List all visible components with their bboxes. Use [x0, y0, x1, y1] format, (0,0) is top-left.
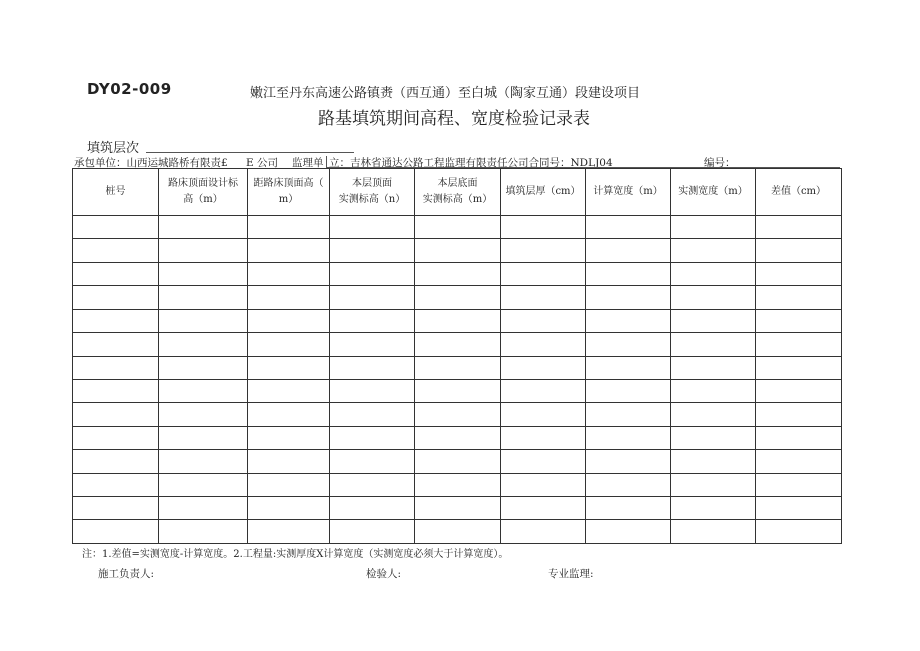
- table-cell[interactable]: [756, 262, 842, 285]
- table-row: [73, 473, 842, 496]
- table-cell[interactable]: [73, 309, 159, 332]
- column-header-line: 距路床顶面高（: [253, 178, 324, 189]
- column-header-line: 实测标高（m）: [422, 194, 493, 205]
- table-cell[interactable]: [586, 520, 671, 544]
- table-cell[interactable]: [159, 450, 248, 473]
- table-cell[interactable]: [330, 403, 415, 426]
- column-header-line: 桩号: [105, 186, 126, 197]
- supervisor-label: 监理单: [292, 157, 324, 169]
- fill-layer-input-line[interactable]: [146, 152, 354, 153]
- table-cell[interactable]: [415, 286, 501, 309]
- table-cell[interactable]: [415, 239, 501, 262]
- table-cell[interactable]: [501, 426, 586, 449]
- table-cell[interactable]: [501, 403, 586, 426]
- table-cell[interactable]: [415, 426, 501, 449]
- column-header-line: 本层底面: [437, 178, 478, 189]
- table-cell[interactable]: [159, 262, 248, 285]
- table-cell[interactable]: [671, 379, 756, 402]
- form-title: 路基填筑期间高程、宽度检验记录表: [318, 109, 590, 129]
- table-row: [73, 403, 842, 426]
- table-cell[interactable]: [159, 497, 248, 520]
- table-cell[interactable]: [671, 286, 756, 309]
- table-cell[interactable]: [159, 216, 248, 239]
- table-cell[interactable]: [586, 473, 671, 496]
- table-cell[interactable]: [73, 450, 159, 473]
- table-cell[interactable]: [586, 356, 671, 379]
- table-cell[interactable]: [756, 239, 842, 262]
- table-row: [73, 262, 842, 285]
- table-cell[interactable]: [671, 426, 756, 449]
- table-cell[interactable]: [248, 497, 330, 520]
- table-cell[interactable]: [501, 473, 586, 496]
- table-cell[interactable]: [415, 356, 501, 379]
- table-cell[interactable]: [73, 426, 159, 449]
- table-cell[interactable]: [586, 239, 671, 262]
- table-cell[interactable]: [586, 450, 671, 473]
- table-cell[interactable]: [330, 450, 415, 473]
- table-cell[interactable]: [159, 379, 248, 402]
- table-cell[interactable]: [671, 450, 756, 473]
- table-cell[interactable]: [330, 497, 415, 520]
- supervisor-value: 立：吉林省通达公路工程监理有限责任公司合同号：NDLJ04: [329, 157, 613, 169]
- table-cell[interactable]: [756, 379, 842, 402]
- table-cell[interactable]: [415, 450, 501, 473]
- column-header-line: m）: [278, 194, 299, 205]
- table-cell[interactable]: [671, 356, 756, 379]
- table-cell[interactable]: [671, 497, 756, 520]
- table-body: [73, 216, 842, 544]
- table-cell[interactable]: [586, 262, 671, 285]
- table-cell[interactable]: [330, 356, 415, 379]
- table-cell[interactable]: [501, 239, 586, 262]
- table-row: [73, 333, 842, 356]
- table-cell[interactable]: [248, 309, 330, 332]
- table-cell[interactable]: [756, 333, 842, 356]
- table-cell[interactable]: [671, 403, 756, 426]
- column-header-line: 实测宽度（m）: [678, 186, 748, 197]
- column-header-line: 本层顶面: [352, 178, 392, 189]
- table-cell[interactable]: [756, 426, 842, 449]
- table-row: [73, 356, 842, 379]
- table-cell[interactable]: [159, 286, 248, 309]
- table-row: [73, 379, 842, 402]
- table-cell[interactable]: [501, 286, 586, 309]
- table-row: [73, 309, 842, 332]
- table-cell[interactable]: [415, 262, 501, 285]
- table-cell[interactable]: [73, 497, 159, 520]
- table-cell[interactable]: [671, 216, 756, 239]
- table-cell[interactable]: [248, 262, 330, 285]
- table-cell[interactable]: [159, 333, 248, 356]
- table-cell[interactable]: [73, 473, 159, 496]
- table-cell[interactable]: [159, 403, 248, 426]
- table-cell[interactable]: [756, 520, 842, 544]
- column-header: [501, 169, 586, 216]
- table-cell[interactable]: [73, 520, 159, 544]
- table-cell[interactable]: [756, 450, 842, 473]
- table-cell[interactable]: [73, 239, 159, 262]
- table-row: [73, 286, 842, 309]
- column-header: [73, 169, 159, 216]
- table-row: [73, 450, 842, 473]
- table-cell[interactable]: [586, 216, 671, 239]
- column-header-line: 计算宽度（m）: [593, 186, 663, 197]
- table-cell[interactable]: [159, 520, 248, 544]
- inspector-signature: 检验人:: [366, 568, 402, 580]
- table-cell[interactable]: [248, 286, 330, 309]
- table-row: [73, 520, 842, 544]
- document-number: DY02-009: [87, 80, 172, 98]
- table-cell[interactable]: [671, 473, 756, 496]
- table-cell[interactable]: [73, 262, 159, 285]
- table-cell[interactable]: [248, 520, 330, 544]
- table-cell[interactable]: [501, 379, 586, 402]
- table-cell[interactable]: [415, 497, 501, 520]
- table-cell[interactable]: [501, 262, 586, 285]
- table-cell[interactable]: [73, 286, 159, 309]
- table-cell[interactable]: [501, 520, 586, 544]
- table-cell[interactable]: [586, 333, 671, 356]
- table-cell[interactable]: [330, 216, 415, 239]
- table-cell[interactable]: [671, 262, 756, 285]
- table-row: [73, 497, 842, 520]
- table-cell[interactable]: [501, 333, 586, 356]
- table-cell[interactable]: [756, 216, 842, 239]
- table-cell[interactable]: [501, 450, 586, 473]
- table-cell[interactable]: [671, 520, 756, 544]
- contractor-tail: E 公司: [246, 157, 279, 169]
- footnote: 注：1.差值=实测宽度-计算宽度。2.工程量:实测厚度X计算宽度（实测宽度必须大于计算宽度）。: [82, 549, 509, 560]
- table-cell[interactable]: [586, 379, 671, 402]
- number-label: 编号：: [704, 157, 736, 169]
- fill-layer-label: 填筑层次: [87, 141, 140, 156]
- table-row: [73, 239, 842, 262]
- table-cell[interactable]: [586, 309, 671, 332]
- table-cell[interactable]: [73, 379, 159, 402]
- table-cell[interactable]: [415, 403, 501, 426]
- table-cell[interactable]: [159, 309, 248, 332]
- column-header-line: 实测标高（n）: [338, 194, 406, 205]
- table-cell[interactable]: [330, 473, 415, 496]
- table-cell[interactable]: [248, 426, 330, 449]
- project-name: 嫩江至丹东高速公路镇赉（西互通）至白城（陶家互通）段建设项目: [250, 86, 641, 101]
- table-cell[interactable]: [671, 333, 756, 356]
- column-header-line: 填筑层厚（cm）: [505, 186, 581, 197]
- table-cell[interactable]: [248, 379, 330, 402]
- table-cell[interactable]: [415, 520, 501, 544]
- table-row: [73, 426, 842, 449]
- table-cell[interactable]: [330, 379, 415, 402]
- table-cell[interactable]: [586, 403, 671, 426]
- table-cell[interactable]: [248, 333, 330, 356]
- table-cell[interactable]: [415, 379, 501, 402]
- table-cell[interactable]: [501, 216, 586, 239]
- table-cell[interactable]: [330, 262, 415, 285]
- table-cell[interactable]: [756, 356, 842, 379]
- table-cell[interactable]: [248, 216, 330, 239]
- table-cell[interactable]: [248, 356, 330, 379]
- table-cell[interactable]: [248, 239, 330, 262]
- table-cell[interactable]: [330, 239, 415, 262]
- table-cell[interactable]: [586, 497, 671, 520]
- table-cell[interactable]: [415, 333, 501, 356]
- table-cell[interactable]: [756, 473, 842, 496]
- table-cell[interactable]: [671, 309, 756, 332]
- table-cell[interactable]: [330, 520, 415, 544]
- table-cell[interactable]: [415, 216, 501, 239]
- table-cell[interactable]: [73, 333, 159, 356]
- contractor-label: 承包单位：山西运城路桥有限责£: [74, 157, 228, 169]
- table-cell[interactable]: [248, 450, 330, 473]
- table-cell[interactable]: [73, 403, 159, 426]
- column-header-line: 高（m）: [183, 194, 223, 205]
- table-cell[interactable]: [159, 473, 248, 496]
- column-header: [586, 169, 671, 216]
- table-cell[interactable]: [586, 426, 671, 449]
- table-header-row: [73, 169, 842, 216]
- table-cell[interactable]: [73, 216, 159, 239]
- table-cell[interactable]: [330, 333, 415, 356]
- table-cell[interactable]: [415, 473, 501, 496]
- table-cell[interactable]: [756, 309, 842, 332]
- column-header-line: 差值（cm）: [770, 186, 827, 197]
- inspection-table: [72, 168, 842, 544]
- column-header: [756, 169, 842, 216]
- table-cell[interactable]: [248, 473, 330, 496]
- table-cell[interactable]: [159, 356, 248, 379]
- table-cell[interactable]: [501, 309, 586, 332]
- table-cell[interactable]: [756, 497, 842, 520]
- column-header: [671, 169, 756, 216]
- table-cell[interactable]: [330, 426, 415, 449]
- table-cell[interactable]: [330, 286, 415, 309]
- table-cell[interactable]: [586, 286, 671, 309]
- table-cell[interactable]: [159, 239, 248, 262]
- supervisor-signature: 专业监理:: [548, 568, 594, 580]
- table-cell[interactable]: [415, 309, 501, 332]
- table-cell[interactable]: [671, 239, 756, 262]
- column-header-line: 路床顶面设计标: [168, 178, 238, 189]
- table-cell[interactable]: [501, 497, 586, 520]
- table-cell[interactable]: [73, 356, 159, 379]
- table-cell[interactable]: [330, 309, 415, 332]
- table-row: [73, 216, 842, 239]
- table-cell[interactable]: [159, 426, 248, 449]
- table-cell[interactable]: [756, 286, 842, 309]
- construction-lead-signature: 施工负责人:: [98, 568, 155, 580]
- column-header: [415, 169, 501, 216]
- column-header: [248, 169, 330, 216]
- column-header: [330, 169, 415, 216]
- table-cell[interactable]: [756, 403, 842, 426]
- table-cell[interactable]: [248, 403, 330, 426]
- table-cell[interactable]: [501, 356, 586, 379]
- column-header: [159, 169, 248, 216]
